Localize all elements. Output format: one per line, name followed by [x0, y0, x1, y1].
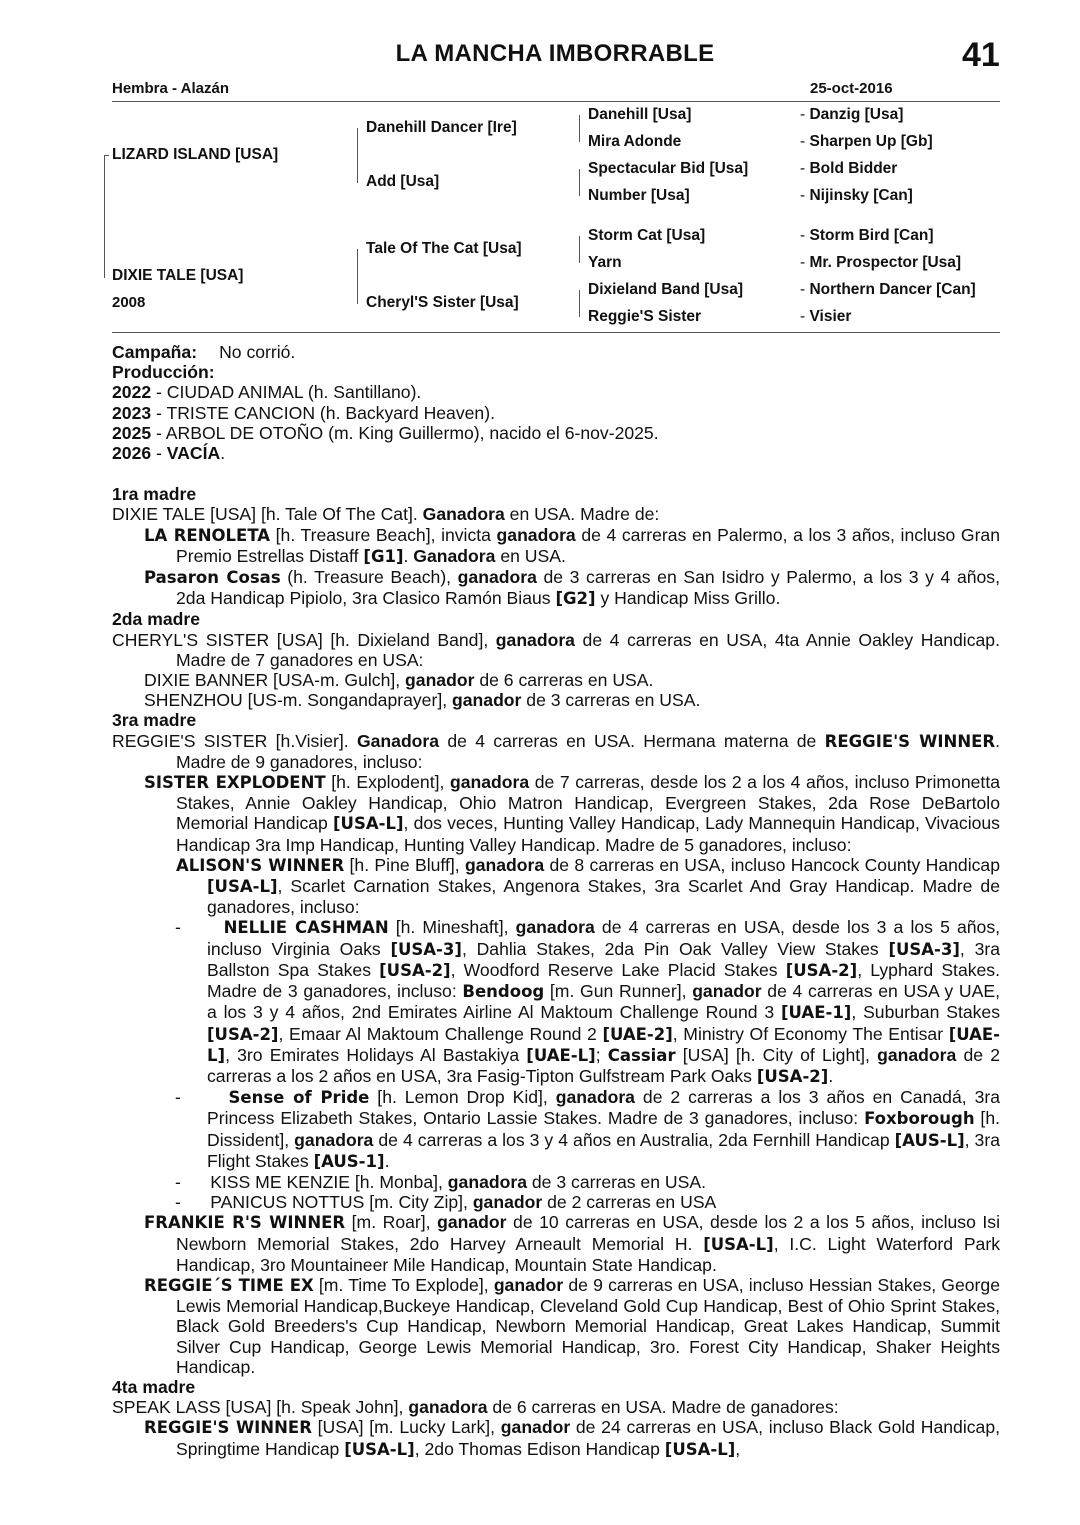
produce-entry: - NELLIE CASHMAN [h. Mineshaft], ganadora de 4 carreras en USA, desde los 3 a los 5 años, incluso Virginia Oaks [USA-3], Dahlia Stakes, 2da Pin Oak Valley View Stakes [USA-3], 3ra Ballston Spa Stakes [USA-2], Woodford Reserve Lake Placid Stakes [USA-2], Lyphard Stakes. Madre de 3 ganadores, incluso: Bendoog [m. Gun Runner], ganador de 4 carreras en USA y UAE, a los 3 y 4 años, 2nd Emirates Airline Al Maktoum Challenge Round 3 [UAE-1], Suburban Stakes [USA-2], Emaar Al Maktoum Challenge Round 2 [UAE-2], Ministry Of Economy The Entisar [UAE-L], 3ro Emirates Holidays Al Bastakiya [UAE-L]; Cassiar [USA] [h. City of Light], ganadora de 2 carreras a los 2 años en USA, 3ra Fasig-Tipton Gulfstream Park Oaks [USA-2]. [175, 917, 1001, 1086]
section-1ra-madre: 1ra madre [112, 484, 197, 505]
ped-g4-5: Storm Bird [Can] [809, 227, 934, 244]
ped-g3-4: Number [Usa] [588, 187, 690, 204]
produce-entry: FRANKIE R'S WINNER [m. Roar], ganador de 10 carreras en USA, desde los 2 a los 5 años, incluso Isi Newborn Memorial Stakes, 2do Harvey Arneault Memorial H. [USA-L], I.C. Light Waterford Park Handicap, 3ro Mountaineer Mile Handicap, Mountain State Handicap. [144, 1212, 1000, 1275]
ped-g2-4: Cheryl'S Sister [Usa] [366, 294, 519, 311]
ped-g3-3: Spectacular Bid [Usa] [588, 160, 749, 177]
production-item: 2023 - TRISTE CANCION (h. Backyard Heaven). [112, 402, 495, 423]
ped-g2-1: Danehill Dancer [Ire] [366, 119, 517, 136]
birth-date: 25-oct-2016 [810, 80, 893, 97]
dam: DIXIE TALE [USA] [112, 267, 244, 284]
produce-entry: DIXIE BANNER [USA-m. Gulch], ganador de 6 carreras en USA. [144, 670, 654, 691]
dam-year: 2008 [112, 294, 146, 311]
produce-entry: REGGIE'S WINNER [USA] [m. Lucky Lark], ganador de 24 carreras en USA, incluso Black Gold Handicap, Springtime Handicap [USA-L], 2do Thomas Edison Handicap [USA-L], [144, 1417, 1000, 1459]
page-title: LA MANCHA IMBORRABLE [395, 40, 715, 67]
ped-g2-2: Add [Usa] [366, 173, 440, 190]
produce-entry: - Sense of Pride [h. Lemon Drop Kid], ganadora de 2 carreras a los 3 años en Canadá, 3ra Princess Elizabeth Stakes, Ontario Lassie Stakes. Madre de 3 ganadores, incluso: Foxborough [h. Dissident], ganadora de 4 carreras a los 3 y 4 años en Australia, 2da Fernhill Handicap [AUS-L], 3ra Flight Stakes [AUS-1]. [175, 1087, 1000, 1171]
ped-g4-1: Danzig [Usa] [809, 106, 904, 123]
production-item: 2022 - CIUDAD ANIMAL (h. Santillano). [112, 382, 422, 403]
pedigree-rule [112, 332, 1000, 333]
ped-g3-1: Danehill [Usa] [588, 106, 692, 123]
production-label: Producción: [112, 362, 215, 383]
ped-g3-2: Mira Adonde [588, 133, 682, 150]
ped-g4-3: Bold Bidder [809, 160, 898, 177]
ped-g3-7: Dixieland Band [Usa] [588, 281, 744, 298]
ped-g4-2: Sharpen Up [Gb] [809, 133, 933, 150]
section-4ta-madre: 4ta madre [112, 1376, 196, 1397]
production-item: 2026 - VACÍA. [112, 443, 226, 464]
sire: LIZARD ISLAND [USA] [112, 146, 279, 163]
production-item: 2025 - ARBOL DE OTOÑO (m. King Guillermo), nacido el 6-nov-2025. [112, 422, 659, 443]
sex-coat: Hembra - Alazán [112, 80, 229, 97]
section-3ra-madre: 3ra madre [112, 710, 197, 731]
section-2da-madre: 2da madre [112, 609, 201, 630]
ped-g3-5: Storm Cat [Usa] [588, 227, 706, 244]
produce-entry: SISTER EXPLODENT [h. Explodent], ganadora de 7 carreras, desde los 2 a los 4 años, incluso Primonetta Stakes, Annie Oakley Handicap, Ohio Matron Handicap, Evergreen Stakes, 2da Rose DeBartolo Memorial Handicap [USA-L], dos veces, Hunting Valley Handicap, Lady Mannequin Handicap, Vivacious Handicap 3ra Imp Handicap, Hunting Valley Handicap. Madre de 5 ganadores, incluso: [144, 772, 1000, 855]
ped-g4-6: Mr. Prospector [Usa] [809, 254, 962, 271]
produce-entry: ALISON'S WINNER [h. Pine Bluff], ganadora de 8 carreras en USA, incluso Hancock County Handicap [USA-L], Scarlet Carnation Stakes, Angenora Stakes, 3ra Scarlet And Gray Handicap. Madre de ganadores, incluso: [176, 854, 1000, 918]
ped-g4-4: Nijinsky [Can] [809, 187, 913, 204]
dam-entry: DIXIE TALE [USA] [h. Tale Of The Cat]. Ganadora en USA. Madre de: [112, 504, 660, 525]
produce-entry: LA RENOLETA [h. Treasure Beach], invicta ganadora de 4 carreras en Palermo, a los 3 años, incluso Gran Premio Estrellas Distaff [G1]. Ganadora en USA. [144, 524, 1000, 566]
ped-g2-3: Tale Of The Cat [Usa] [366, 240, 522, 257]
produce-entry: REGGIE´S TIME EX [m. Time To Explode], ganador de 9 carreras en USA, incluso Hessian Stakes, George Lewis Memorial Handicap,Buckeye Handicap, Cleveland Gold Cup Handicap, Best of Ohio Sprint Stakes, Black Gold Breeders's Cup Handicap, Newborn Memorial Handicap, Great Lakes Handicap, Summit Silver Cup Handicap, George Lewis Memorial Handicap, 3ro. Forest City Handicap, Shaker Heights Handicap. [144, 1274, 1000, 1377]
dam-entry: SPEAK LASS [USA] [h. Speak John], ganadora de 6 carreras en USA. Madre de ganadores: [112, 1397, 839, 1418]
ped-g3-6: Yarn [588, 254, 622, 271]
produce-entry: SHENZHOU [US-m. Songandaprayer], ganador de 3 carreras en USA. [144, 690, 701, 711]
lot-number: 41 [962, 36, 1000, 74]
dam-entry: CHERYL'S SISTER [USA] [h. Dixieland Band], ganadora de 4 carreras en USA, 4ta Annie Oakley Handicap. Madre de 7 ganadores en USA: [112, 629, 1000, 670]
campaign-line: Campaña: No corrió. [112, 342, 296, 362]
produce-entry: Pasaron Cosas (h. Treasure Beach), ganadora de 3 carreras en San Isidro y Palermo, a los 3 y 4 años, 2da Handicap Pipiolo, 3ra Clasico Ramón Biaus [G2] y Handicap Miss Grillo. [144, 567, 1000, 609]
ped-g4-8: Visier [809, 308, 852, 325]
produce-entry: - KISS ME KENZIE [h. Monba], ganadora de 3 carreras en USA. [175, 1171, 706, 1192]
produce-entry: - PANICUS NOTTUS [m. City Zip], ganador de 2 carreras en USA [175, 1192, 717, 1213]
ped-g3-8: Reggie'S Sister [588, 308, 702, 325]
ped-g4-7: Northern Dancer [Can] [809, 281, 976, 298]
catalog-body [112, 342, 1000, 1460]
header-rule [112, 101, 1000, 102]
dam-entry: REGGIE'S SISTER [h.Visier]. Ganadora de 4 carreras en USA. Hermana materna de REGGIE'S WINNER. Madre de 9 ganadores, incluso: [112, 730, 1000, 772]
